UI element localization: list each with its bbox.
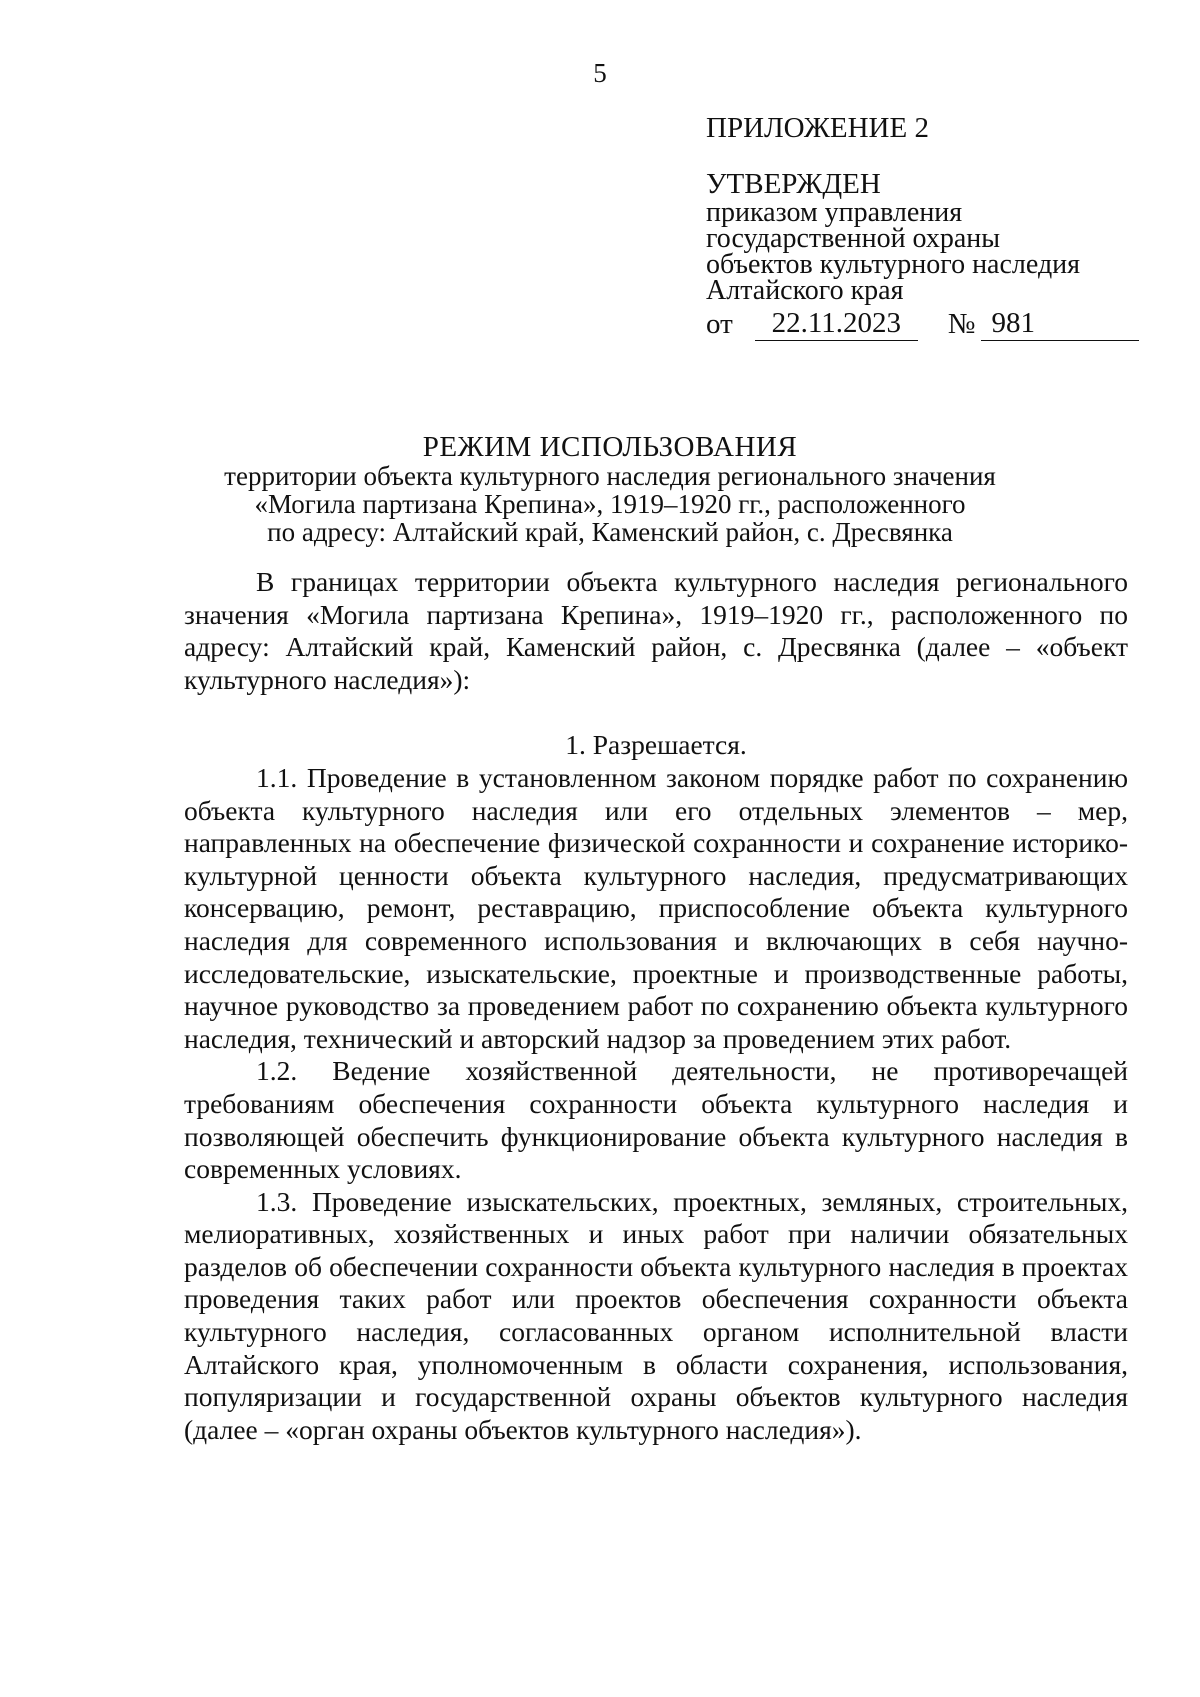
approved-label: УТВЕРЖДЕН bbox=[706, 168, 881, 200]
order-date: 22.11.2023 bbox=[755, 306, 918, 341]
document-subtitle-line: «Могила партизана Крепина», 1919–1920 гг., расположенного bbox=[254, 489, 966, 519]
document-heading bbox=[150, 432, 1070, 546]
section-heading: 1. Разрешается. bbox=[565, 729, 747, 761]
clause-1-3: 1.3. Проведение изыскательских, проектных, земляных, строительных, мелиоративных, хозяйственных и иных работ при наличии обязательных разделов об обеспечении сохранности объекта культурного наследия в проектах проведения таких работ или проектов обеспечения сохранности объекта культурного наследия, согласованных органом исполнительной власти Алтайского края, уполномоченным в области сохранения, использования, популяризации и государственной охраны объектов культурного наследия (далее – «орган охраны объектов культурного наследия»). bbox=[184, 1185, 1128, 1445]
number-prefix: № bbox=[947, 308, 976, 340]
document-title: РЕЖИМ ИСПОЛЬЗОВАНИЯ bbox=[422, 431, 798, 463]
document-subtitle-line: территории объекта культурного наследия регионального значения bbox=[224, 461, 996, 491]
approval-block bbox=[706, 112, 1146, 341]
clause-1-2: 1.2. Ведение хозяйственной деятельности, не противоречащей требованиям обеспечения сохранности объекта культурного наследия и позволяющей обеспечить функционирование объекта культурного наследия в современных условиях. bbox=[184, 1055, 1128, 1185]
clause-1-1: 1.1. Проведение в установленном законом порядке работ по сохранению объекта культурного наследия или его отдельных элементов – мер, направленных на обеспечение физической сохранности и сохранение историко-культурной ценности объекта культурного наследия, предусматривающих консервацию, ремонт, реставрацию, приспособление объекта культурного наследия для современного использования и включающих в себя научно-исследовательские, изыскательские, проектные и производственные работы, научное руководство за проведением работ по сохранению объекта культурного наследия, технический и авторский надзор за проведением этих работ. bbox=[184, 761, 1128, 1054]
document-subtitle-line: по адресу: Алтайский край, Каменский район, с. Дресвянка bbox=[267, 517, 953, 547]
approval-line: объектов культурного наследия bbox=[706, 249, 1081, 280]
page-number: 5 bbox=[593, 58, 607, 88]
document-body bbox=[184, 566, 1128, 1446]
approval-line: Алтайского края bbox=[706, 275, 904, 306]
date-prefix: от bbox=[706, 308, 733, 340]
order-line bbox=[706, 306, 1146, 341]
order-number: 981 bbox=[981, 306, 1139, 341]
intro-paragraph: В границах территории объекта культурного наследия регионального значения «Могила партизана Крепина», 1919–1920 гг., расположенного по адресу: Алтайский край, Каменский район, с. Дресвянка (далее – «объект культурного наследия»): bbox=[184, 566, 1128, 695]
approval-line: государственной охраны bbox=[706, 223, 1001, 254]
annex-label: ПРИЛОЖЕНИЕ 2 bbox=[706, 112, 929, 144]
approval-line: приказом управления bbox=[706, 197, 963, 228]
